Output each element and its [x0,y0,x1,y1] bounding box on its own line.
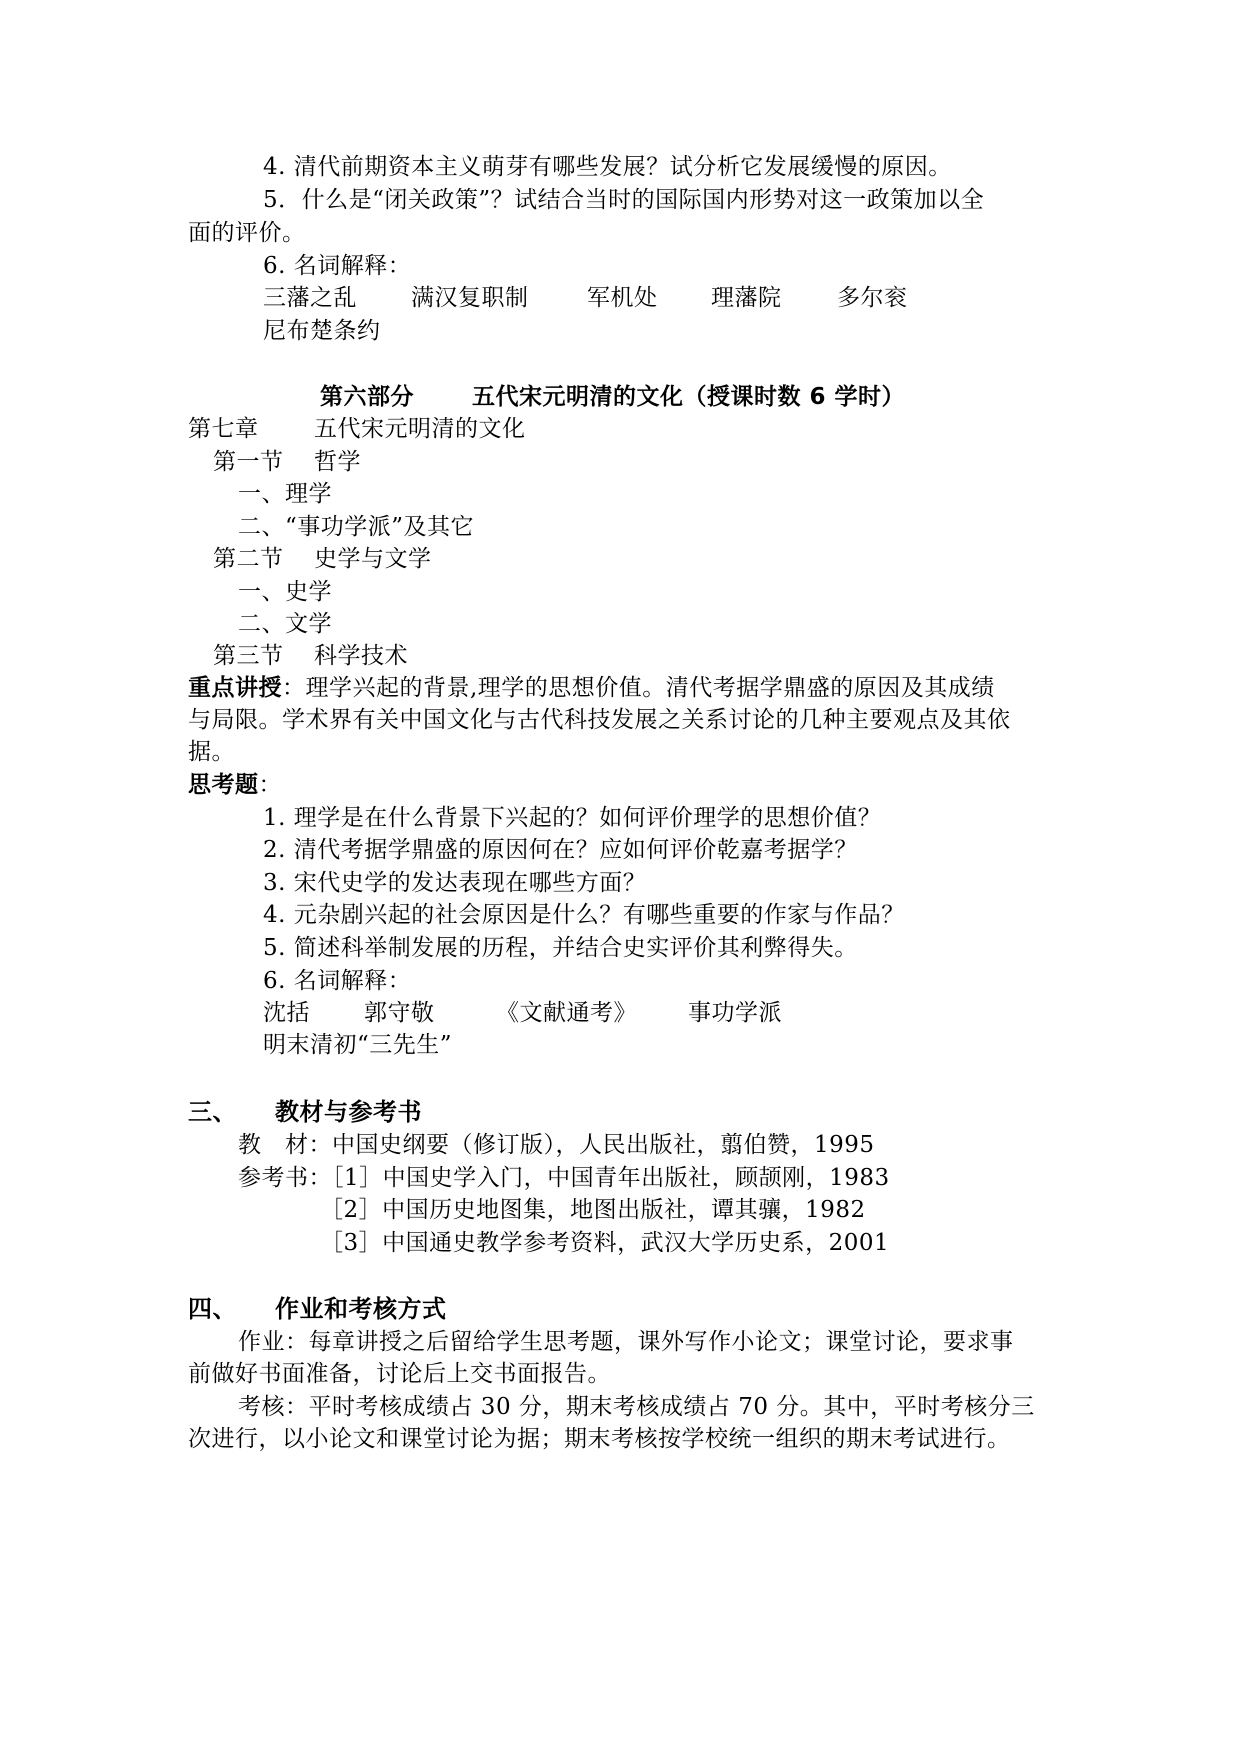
section-1-number: 第一节 [213,449,284,475]
term: 多尔衮 [837,285,908,311]
question-2: 2. 清代考据学鼎盛的原因何在？应如何评价乾嘉考据学？ [263,837,858,863]
question-5-line2: 面的评价。 [188,220,306,246]
terms-row-1 [263,998,782,1028]
key-points-label: 重点讲授 [188,675,282,701]
question-5: 5. 简述科举制发展的历程，并结合史实评价其利弊得失。 [263,935,858,961]
section-2-title: 史学与文学 [314,546,432,572]
section-1-item-2: 二、“事功学派”及其它 [238,514,475,540]
term: 《文献通考》 [496,1000,637,1026]
key-points-line1 [188,673,995,703]
part-heading-label: 第六部分 [320,384,414,410]
term: 满汉复职制 [411,285,529,311]
term: 沈括 [263,1000,310,1026]
section-3-num: 三、 [188,1098,237,1126]
term: 郭守敬 [364,1000,435,1026]
homework-line1: 作业：每章讲授之后留给学生思考题，课外写作小论文；课堂讨论，要求事 [238,1329,1014,1355]
section-3-number: 第三节 [213,643,284,669]
term: 三藩之乱 [263,285,357,311]
section-1-title: 哲学 [314,449,361,475]
chapter-number: 第七章 [188,416,259,442]
question-5-line1: 5．什么是“闭关政策”？试结合当时的国际国内形势对这一政策加以全 [263,187,985,213]
reference-2: ［2］中国历史地图集，地图出版社，谭其骧，1982 [320,1197,866,1223]
question-6: 6. 名词解释： [263,253,412,279]
terms-row-1 [263,283,908,313]
questions-heading [188,770,282,800]
reference-3: ［3］中国通史教学参考资料，武汉大学历史系，2001 [320,1230,890,1256]
key-points-line3: 据。 [188,739,235,765]
homework-line2: 前做好书面准备，讨论后上交书面报告。 [188,1361,611,1387]
question-1: 1. 理学是在什么背景下兴起的？如何评价理学的思想价值？ [263,805,882,831]
key-points-text: ：理学兴起的背景,理学的思想价值。清代考据学鼎盛的原因及其成绩 [282,675,995,701]
questions-label: 思考题 [188,772,259,798]
textbook: 教 材：中国史纲要（修订版），人民出版社，翦伯赞，1995 [238,1132,875,1158]
question-4: 4. 元杂剧兴起的社会原因是什么？有哪些重要的作家与作品？ [263,902,905,928]
section-2-item-1: 一、史学 [238,579,332,605]
question-3: 3. 宋代史学的发达表现在哪些方面？ [263,870,647,896]
question-4: 4. 清代前期资本主义萌芽有哪些发展？试分析它发展缓慢的原因。 [263,154,952,180]
terms-row-2: 尼布楚条约 [263,318,381,344]
term: 军机处 [587,285,658,311]
exam-line1: 考核：平时考核成绩占 30 分，期末考核成绩占 70 分。其中，平时考核分三 [238,1394,1035,1420]
term: 事功学派 [688,1000,782,1026]
section-4-num: 四、 [188,1295,237,1323]
section-3-heading: 教材与参考书 [275,1098,422,1126]
part-heading-title: 五代宋元明清的文化（授课时数 6 学时） [472,384,906,410]
reference-1: 参考书：［1］中国史学入门，中国青年出版社，顾颉刚，1983 [238,1165,890,1191]
chapter-title: 五代宋元明清的文化 [314,416,526,442]
section-2-item-2: 二、文学 [238,611,332,637]
questions-colon: ： [258,772,282,798]
section-3-title: 科学技术 [314,643,408,669]
key-points-line2: 与局限。学术界有关中国文化与古代科技发展之关系讨论的几种主要观点及其依 [188,707,1011,733]
terms-row-2: 明末清初“三先生” [263,1032,453,1058]
section-2-number: 第二节 [213,546,284,572]
term: 理藩院 [711,285,782,311]
section-4-heading: 作业和考核方式 [275,1295,447,1323]
exam-line2: 次进行，以小论文和课堂讨论为据；期末考核按学校统一组织的期末考试进行。 [188,1426,1011,1452]
section-1-item-1: 一、理学 [238,481,332,507]
question-6: 6. 名词解释： [263,968,412,994]
